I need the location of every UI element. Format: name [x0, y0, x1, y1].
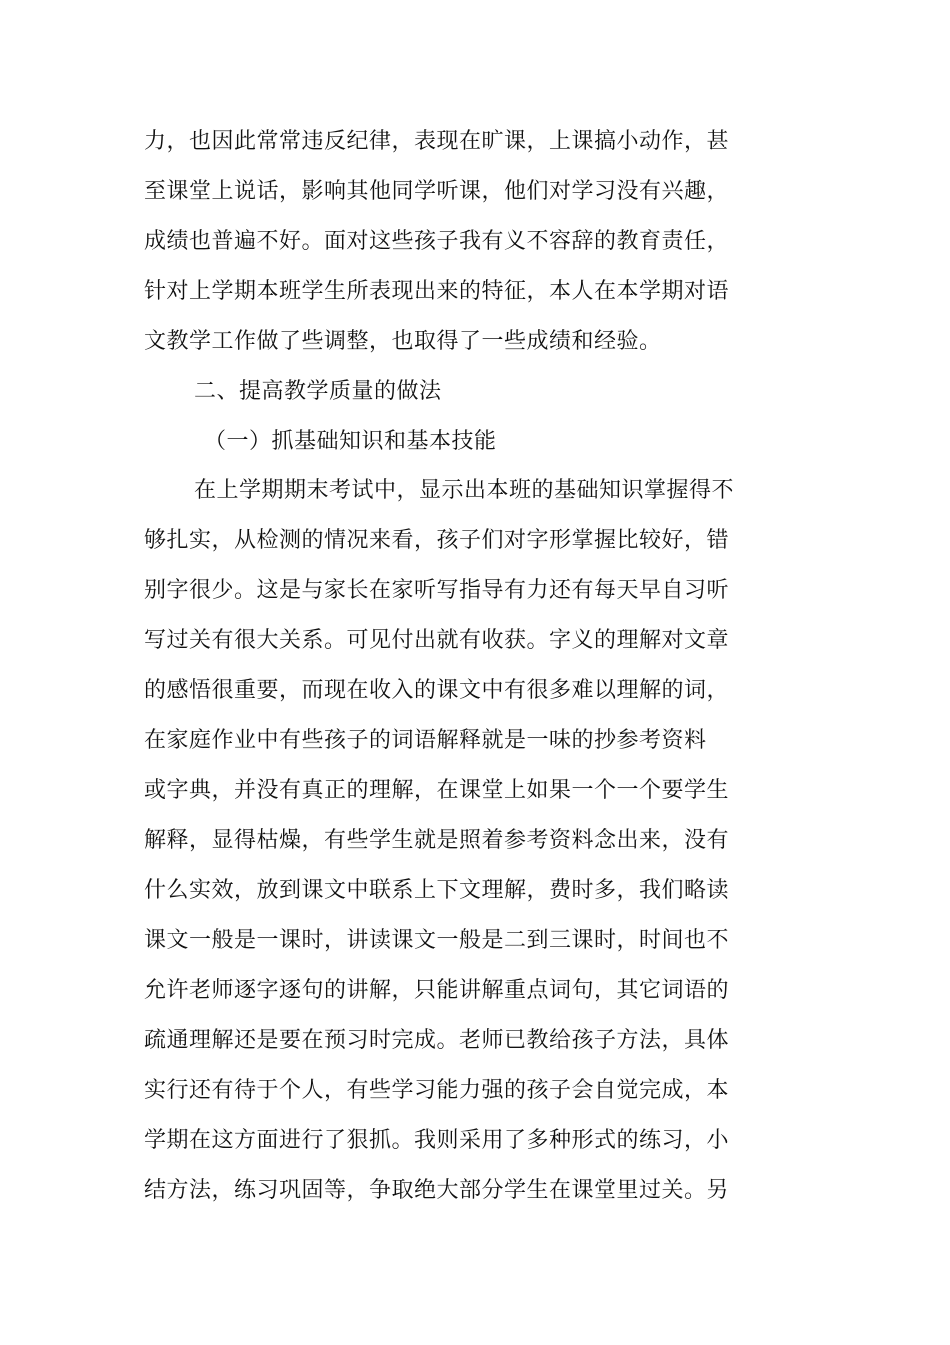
- body-text-line: 够扎实，从检测的情况来看，孩子们对字形掌握比较好，错: [144, 528, 730, 553]
- body-text-line: 学期在这方面进行了狠抓。我则采用了多种形式的练习，小: [144, 1128, 730, 1153]
- body-text-line: 在家庭作业中有些孩子的词语解释就是一味的抄参考资料: [144, 728, 707, 753]
- body-text-line: 解释，显得枯燥，有些学生就是照着参考资料念出来，没有: [144, 828, 730, 853]
- body-text-line: 实行还有待于个人，有些学习能力强的孩子会自觉完成，本: [144, 1078, 730, 1103]
- body-text-line: 课文一般是一课时，讲读课文一般是二到三课时，时间也不: [144, 928, 730, 953]
- subsection-heading: （一）抓基础知识和基本技能: [204, 429, 497, 454]
- body-text-line: 或字典，并没有真正的理解，在课堂上如果一个一个要学生: [144, 778, 730, 803]
- body-text-line: 别字很少。这是与家长在家听写指导有力还有每天早自习听: [144, 578, 730, 603]
- body-text-line: 什么实效，放到课文中联系上下文理解，费时多，我们略读: [144, 878, 730, 903]
- body-text-line: 至课堂上说话，影响其他同学听课，他们对学习没有兴趣，: [144, 179, 730, 204]
- body-text-line: 结方法，练习巩固等，争取绝大部分学生在课堂里过关。另: [144, 1178, 730, 1203]
- body-text-line: 的感悟很重要，而现在收入的课文中有很多难以理解的词，: [144, 678, 730, 703]
- body-text-line: 成绩也普遍不好。面对这些孩子我有义不容辞的教育责任，: [144, 229, 730, 254]
- body-text-line: 文教学工作做了些调整，也取得了一些成绩和经验。: [144, 329, 662, 354]
- body-text-line: 疏通理解还是要在预习时完成。老师已教给孩子方法，具体: [144, 1028, 730, 1053]
- body-text-line: 在上学期期末考试中，显示出本班的基础知识掌握得不: [194, 478, 735, 503]
- section-heading: 二、提高教学质量的做法: [194, 379, 442, 404]
- body-text-line: 写过关有很大关系。可见付出就有收获。字义的理解对文章: [144, 628, 730, 653]
- body-text-line: 力，也因此常常违反纪律，表现在旷课，上课搞小动作，甚: [144, 129, 730, 154]
- body-text-line: 允许老师逐字逐句的讲解，只能讲解重点词句，其它词语的: [144, 978, 730, 1003]
- body-text-line: 针对上学期本班学生所表现出来的特征，本人在本学期对语: [144, 279, 730, 304]
